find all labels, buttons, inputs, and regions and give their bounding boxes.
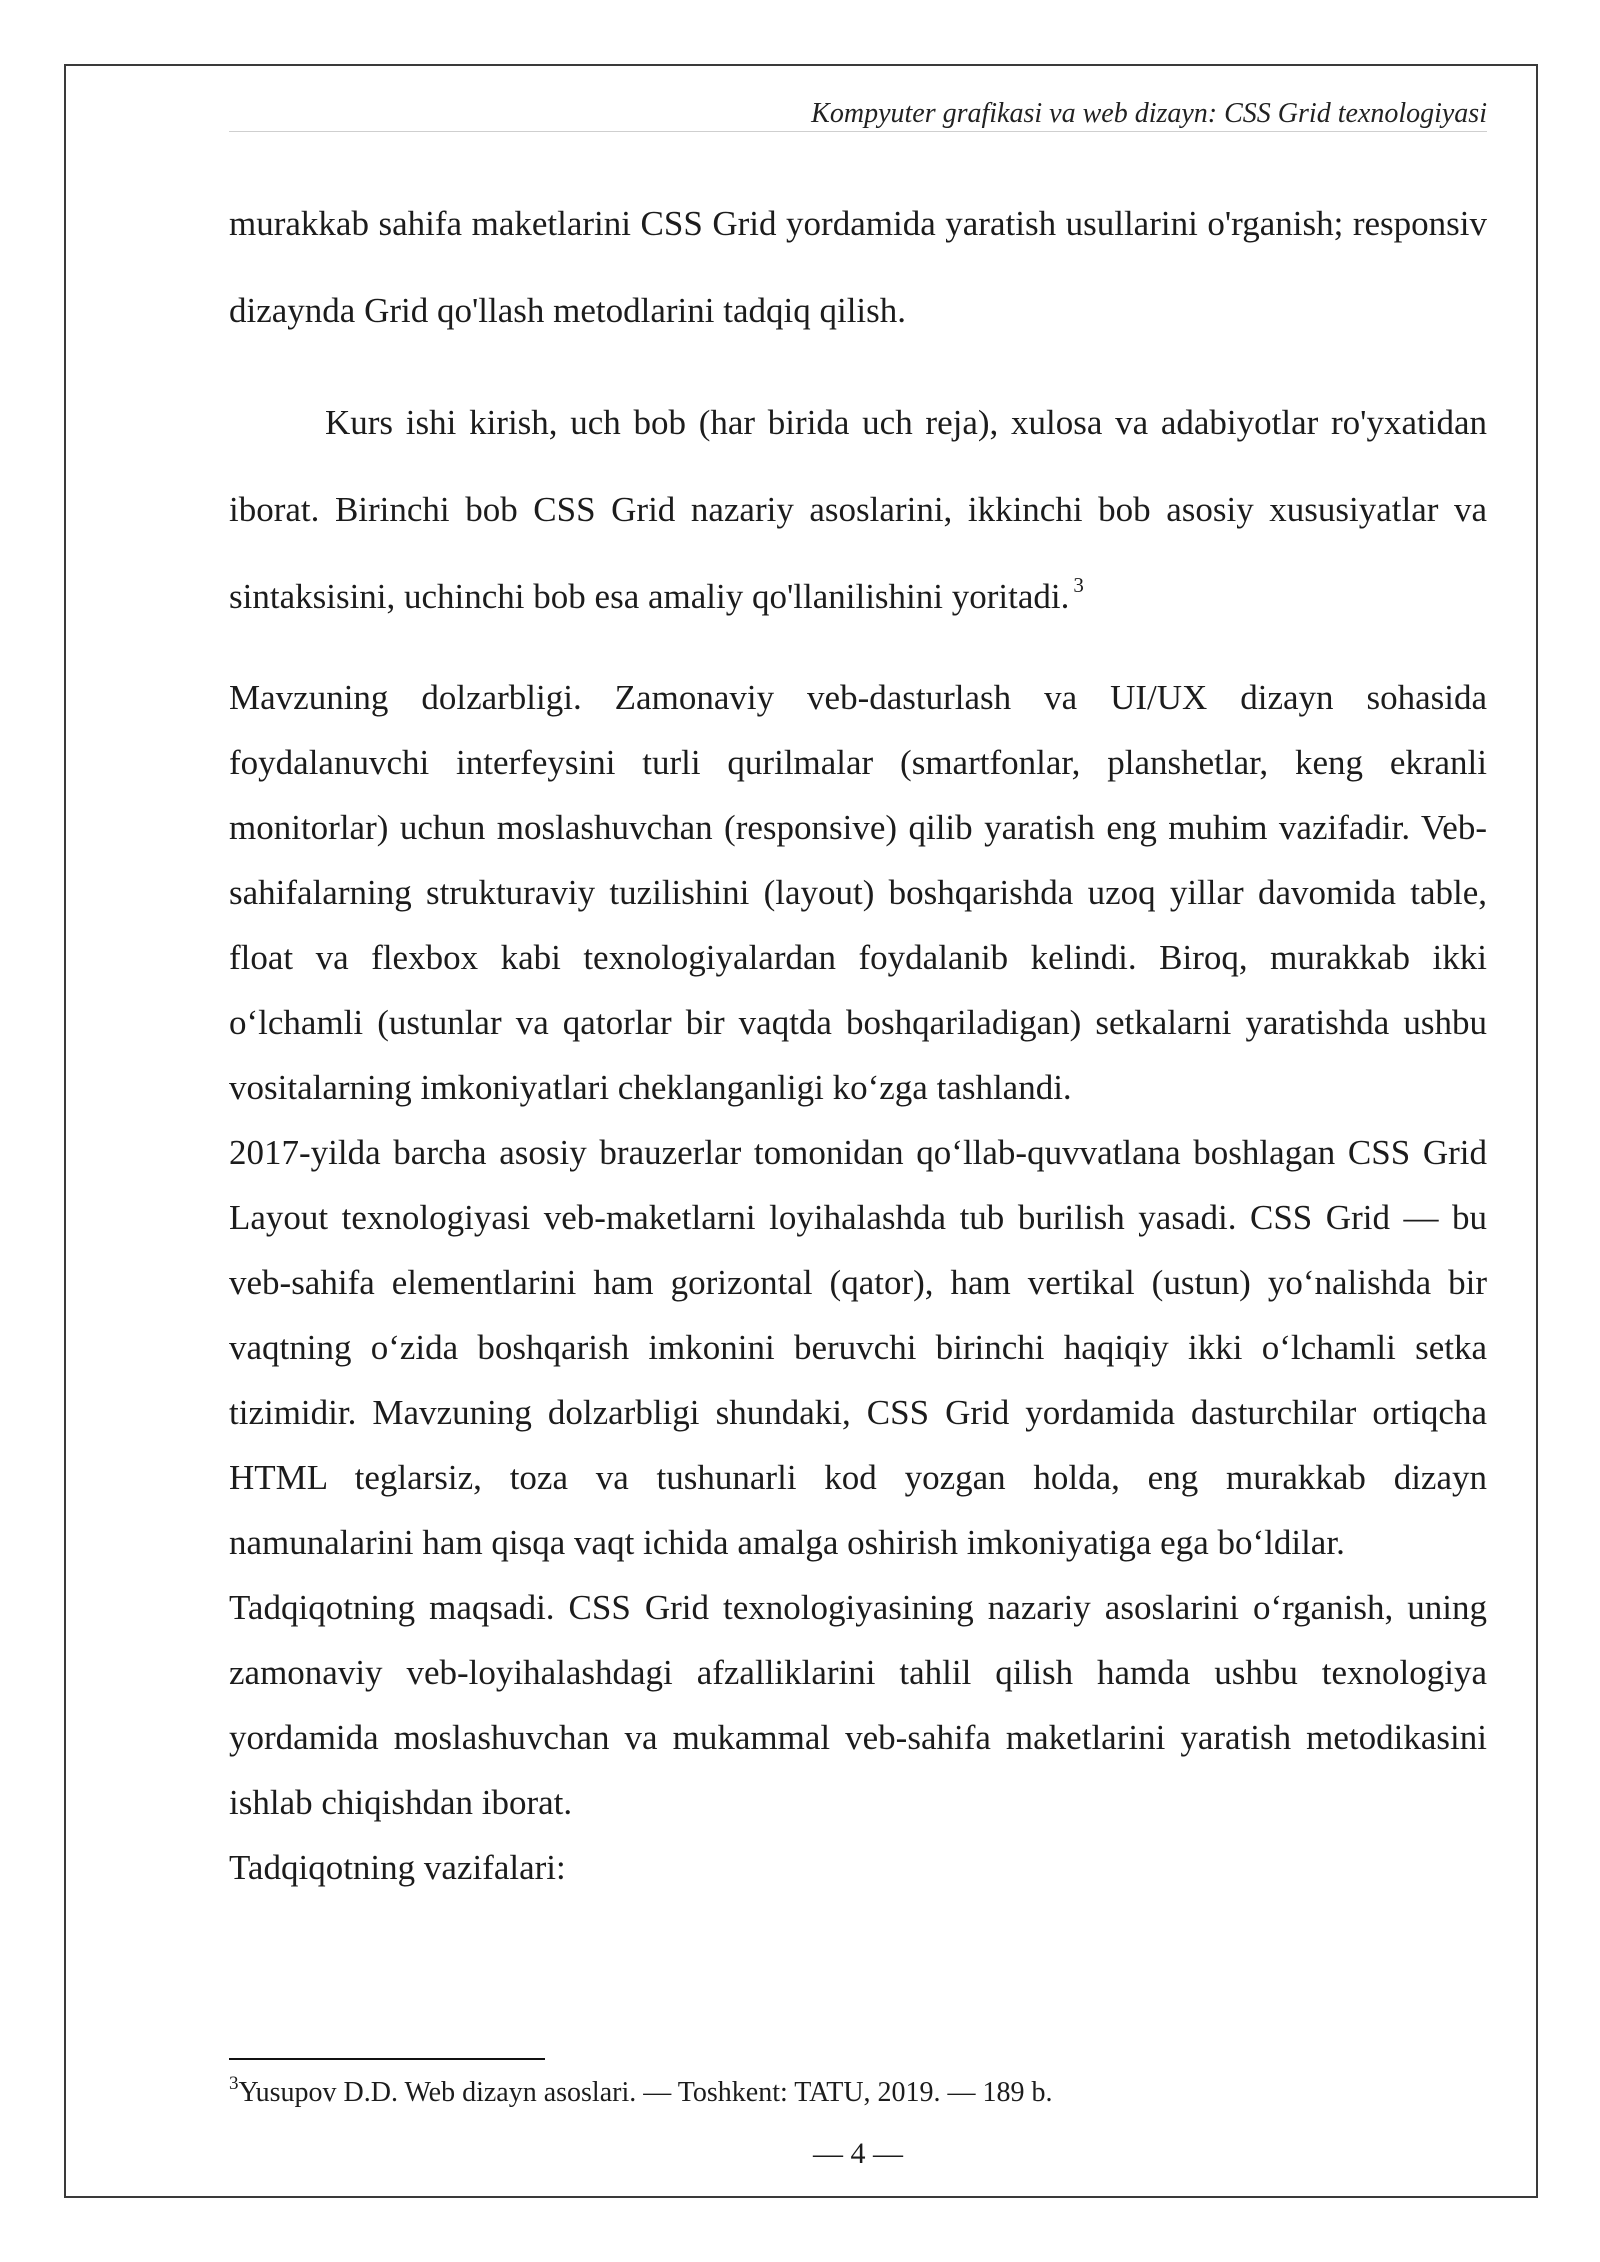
body-paragraph: Tadqiqotning maqsadi. CSS Grid texnologiyasining nazariy asoslarini o‘rganish, uning zamonaviy veb-loyihalashdagi afzalliklarini tahlil qilish hamda ushbu texnologiya yordamida moslashuvchan va mukammal veb-sahifa maketlarini yaratish metodikasini ishlab chiqishdan iborat. xyxy=(229,1588,1487,1822)
footnote xyxy=(229,2072,1487,2114)
footnote-divider xyxy=(229,2058,545,2060)
page-number: — 4 — xyxy=(813,2137,903,2170)
body-paragraph: 2017-yilda barcha asosiy brauzerlar tomonidan qo‘llab-quvvatlana boshlagan CSS Grid Layout texnologiyasi veb-maketlarni loyihalashda tub burilish yasadi. CSS Grid — bu veb-sahifa elementlarini ham gorizontal (qator), ham vertikal (ustun) yo‘nalishda bir vaqtning o‘zida boshqarish imkonini beruvchi birinchi haqiqiy ikki o‘lchamli setka tizimidir. Mavzuning dolzarbligi shundaki, CSS Grid yordamida dasturchilar ortiqcha HTML teglarsiz, toza va tushunarli kod yozgan holda, eng murakkab dizayn namunalarini ham qisqa vaqt ichida amalga oshirish imkoniyatiga ega bo‘ldilar. xyxy=(229,1133,1487,1562)
paragraph-text: Kurs ishi kirish, uch bob (har birida uch reja), xulosa va adabiyotlar ro'yxatidan iborat. Birinchi bob CSS Grid nazariy asoslarini, ikkinchi bob asosiy xususiyatlar va sintaksisini, uchinchi bob esa amaliy qo'llanilishini yoritadi. xyxy=(229,403,1487,616)
running-header: Kompyuter grafikasi va web dizayn: CSS Grid texnologiyasi xyxy=(811,98,1487,129)
footnote-reference: 3 xyxy=(1073,573,1084,597)
body-paragraph-indented xyxy=(229,379,1487,640)
header-divider xyxy=(229,131,1487,132)
body-paragraph: Mavzuning dolzarbligi. Zamonaviy veb-dasturlash va UI/UX dizayn sohasida foydalanuvchi interfeysini turli qurilmalar (smartfonlar, planshetlar, keng ekranli monitorlar) uchun moslashuvchan (responsive) qilib yaratish eng muhim vazifadir. Veb-sahifalarning strukturaviy tuzilishini (layout) boshqarishda uzoq yillar davomida table, float va flexbox kabi texnologiyalardan foydalanib kelindi. Biroq, murakkab ikki o‘lchamli (ustunlar va qatorlar bir vaqtda boshqariladigan) setkalarni yaratishda ushbu vositalarning imkoniyatlari cheklanganligi ko‘zga tashlandi. xyxy=(229,678,1487,1107)
page-body xyxy=(229,180,1487,1900)
footnote-marker: 3 xyxy=(229,2073,239,2094)
body-paragraph: murakkab sahifa maketlarini CSS Grid yordamida yaratish usullarini o'rganish; responsiv dizaynda Grid qo'llash metodlarini tadqiq qilish. xyxy=(229,204,1487,330)
footnote-text: Yusupov D.D. Web dizayn asoslari. — Toshkent: TATU, 2019. — 189 b. xyxy=(238,2077,1053,2108)
body-paragraph: Tadqiqotning vazifalari: xyxy=(229,1848,566,1887)
